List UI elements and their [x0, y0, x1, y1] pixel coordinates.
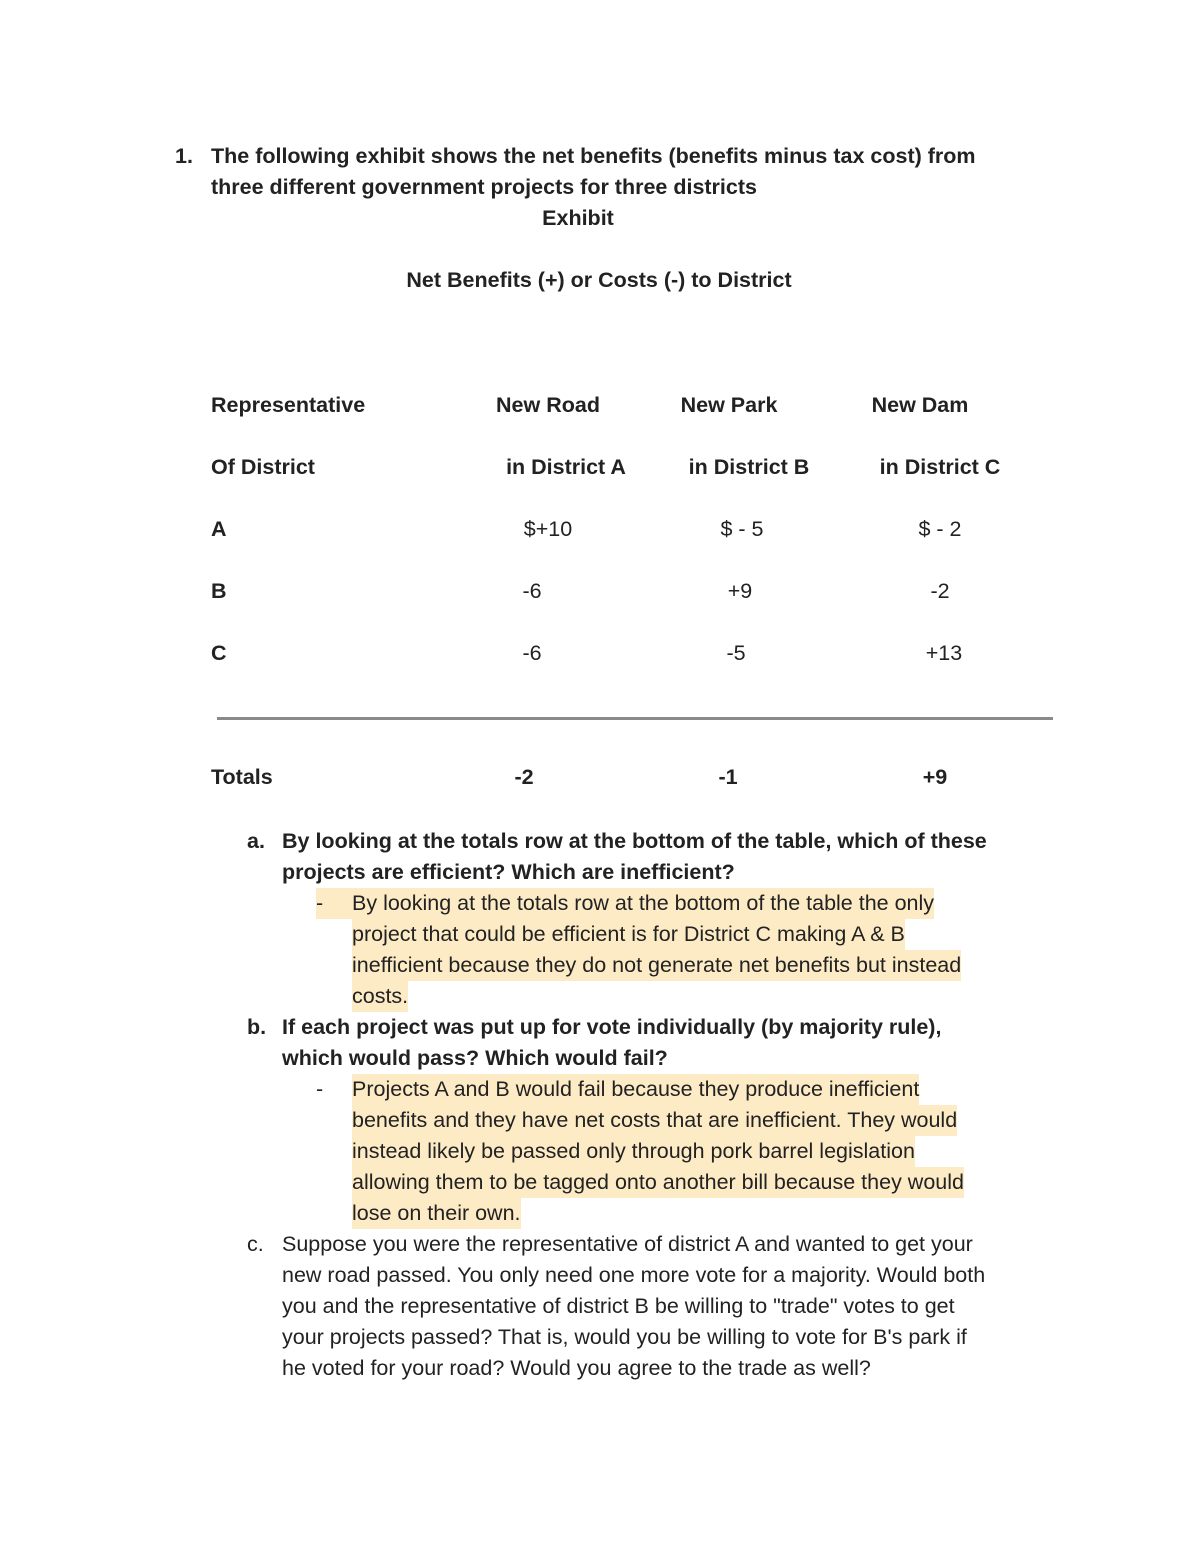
header-in-district-b: in District B [688, 455, 810, 479]
part-b-answer-line-2: benefits and they have net costs that are inefficient. They would [352, 1105, 957, 1136]
part-a-marker: a. [247, 829, 265, 853]
part-c-marker: c. [247, 1232, 264, 1256]
part-a-bullet: - [316, 888, 332, 919]
totals-park-value: -1 [718, 765, 738, 789]
part-b-answer-line-5: lose on their own. [352, 1198, 521, 1229]
part-b-answer-line-1: Projects A and B would fail because they produce inefficient [352, 1074, 919, 1105]
row-a-label: A [211, 517, 227, 541]
question-intro-line-1: The following exhibit shows the net benefits (benefits minus tax cost) from [211, 144, 976, 168]
header-new-dam: New Dam [871, 393, 969, 417]
part-a-answer-line-4: costs. [352, 981, 408, 1012]
part-b-answer-line-3: instead likely be passed only through pork barrel legislation [352, 1136, 915, 1167]
part-c-question-line-3: you and the representative of district B be willing to "trade" votes to get [282, 1294, 955, 1318]
row-c-label: C [211, 641, 227, 665]
row-a-road-value: $+10 [523, 517, 573, 541]
part-a-bullet-gap [332, 888, 352, 919]
question-number: 1. [175, 144, 193, 168]
row-a-dam-value: $ - 2 [918, 517, 962, 541]
part-b-question-line-1: If each project was put up for vote individually (by majority rule), [282, 1015, 942, 1039]
part-b-marker: b. [247, 1015, 267, 1039]
header-representative: Representative [211, 393, 366, 417]
header-new-road: New Road [496, 393, 600, 417]
totals-label: Totals [211, 765, 273, 789]
totals-dam-value: +9 [922, 765, 948, 789]
row-b-park-value: +9 [727, 579, 753, 603]
row-c-road-value: -6 [522, 641, 542, 665]
header-of-district: Of District [211, 455, 315, 479]
part-b-question-line-2: which would pass? Which would fail? [282, 1046, 668, 1070]
part-b-answer-line-4: allowing them to be tagged onto another bill because they would [352, 1167, 964, 1198]
part-a-question-line-2: projects are efficient? Which are inefficient? [282, 860, 735, 884]
table-title: Net Benefits (+) or Costs (-) to District [406, 268, 792, 292]
header-in-district-c: in District C [879, 455, 1001, 479]
part-a-answer-line-2: project that could be efficient is for District C making A & B [352, 919, 905, 950]
part-c-question-line-4: your projects passed? That is, would you be willing to vote for B's park if [282, 1325, 967, 1349]
part-a-answer-line-3: inefficient because they do not generate net benefits but instead [352, 950, 961, 981]
totals-road-value: -2 [514, 765, 534, 789]
header-new-park: New Park [680, 393, 778, 417]
part-a-question-line-1: By looking at the totals row at the bottom of the table, which of these [282, 829, 987, 853]
row-b-dam-value: -2 [930, 579, 950, 603]
part-a-answer-line-1: By looking at the totals row at the bottom of the table the only [352, 888, 934, 919]
row-c-dam-value: +13 [925, 641, 963, 665]
table-divider [217, 717, 1053, 720]
question-intro-line-2: three different government projects for three districts [211, 175, 757, 199]
part-c-question-line-5: he voted for your road? Would you agree to the trade as well? [282, 1356, 871, 1380]
row-b-label: B [211, 579, 227, 603]
row-c-park-value: -5 [726, 641, 746, 665]
part-b-bullet: - [316, 1077, 324, 1101]
part-c-question-line-1: Suppose you were the representative of district A and wanted to get your [282, 1232, 973, 1256]
exhibit-label: Exhibit [542, 206, 614, 230]
row-b-road-value: -6 [522, 579, 542, 603]
part-c-question-line-2: new road passed. You only need one more vote for a majority. Would both [282, 1263, 986, 1287]
header-in-district-a: in District A [506, 455, 626, 479]
row-a-park-value: $ - 5 [720, 517, 764, 541]
